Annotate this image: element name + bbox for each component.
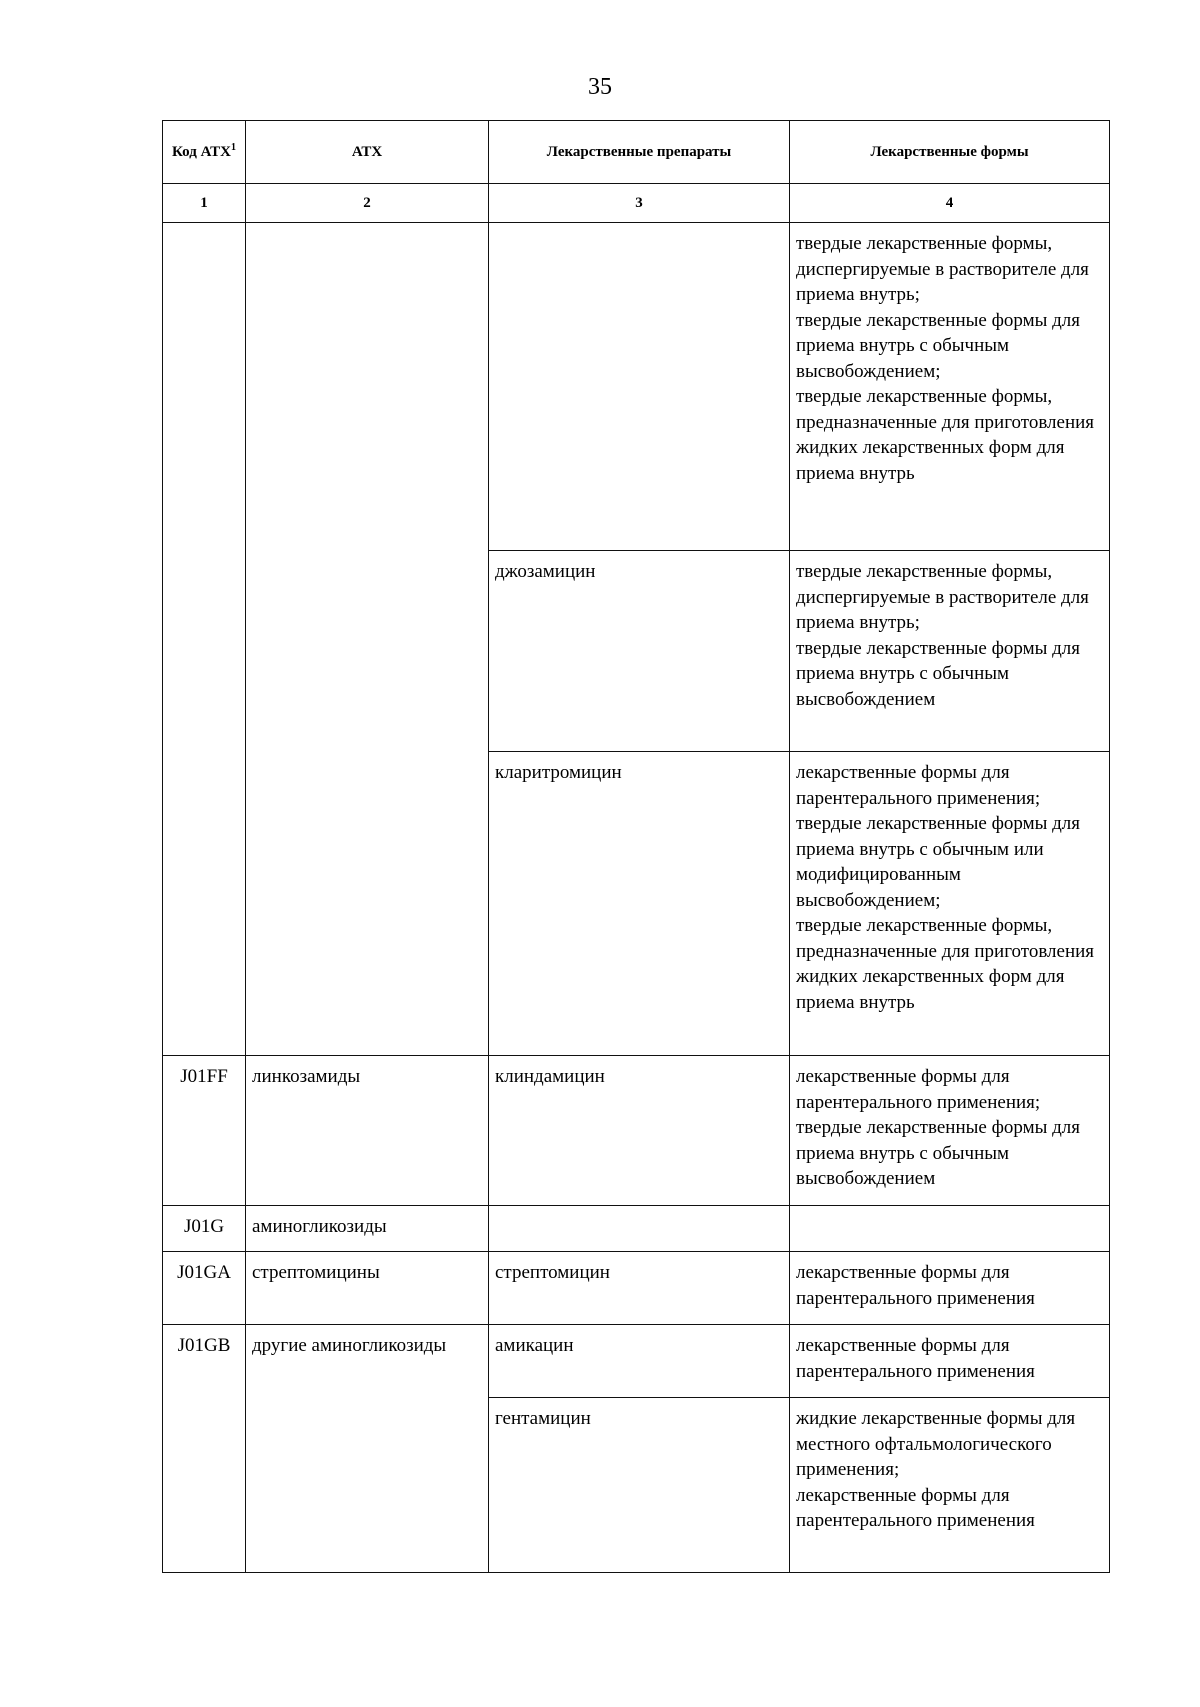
atc-group-cell: линкозамиды [246,1056,489,1206]
footnote-marker: 1 [230,141,236,153]
forms-cell: лекарственные формы для парентерального применения [790,1325,1110,1398]
header-forms: Лекарственные формы [790,121,1110,184]
forms-cell: твердые лекарственные формы, диспергируемые в растворителе для приема внутрь; твердые лекарственные формы для приема внутрь с обычным высвобождением [790,551,1110,752]
drug-cell: джозамицин [489,551,790,752]
column-number: 3 [489,184,790,223]
column-number: 4 [790,184,1110,223]
drug-cell: клиндамицин [489,1056,790,1206]
forms-cell: лекарственные формы для парентерального применения; твердые лекарственные формы для приема внутрь с обычным или модифицированным высвобождением; твердые лекарственные формы, предназначенные для приготовления жидких лекарственных форм для приема внутрь [790,752,1110,1056]
header-atc: АТХ [246,121,489,184]
forms-cell: твердые лекарственные формы, диспергируемые в растворителе для приема внутрь; твердые лекарственные формы для приема внутрь с обычным высвобождением; твердые лекарственные формы, предназначенные для приготовления жидких лекарственных форм для приема внутрь [790,223,1110,551]
drug-cell: гентамицин [489,1398,790,1573]
atc-group-cell: стрептомицины [246,1252,489,1325]
table-row [163,1206,1110,1252]
table-row [163,1325,1110,1398]
atc-group-cell: аминогликозиды [246,1206,489,1252]
table-row [163,1056,1110,1206]
atc-code-cell [163,223,246,1056]
header-code: Код АТХ$^1$ [163,121,246,184]
atc-drug-table [162,120,1110,1573]
drug-cell: амикацин [489,1325,790,1398]
header-drugs: Лекарственные препараты [489,121,790,184]
forms-cell: лекарственные формы для парентерального применения [790,1252,1110,1325]
drug-cell [489,1206,790,1252]
table-row [163,1252,1110,1325]
table-row [163,223,1110,551]
atc-code-cell: J01FF [163,1056,246,1206]
column-number-row [163,184,1110,223]
atc-group-cell: другие аминогликозиды [246,1325,489,1573]
column-number: 2 [246,184,489,223]
column-number: 1 [163,184,246,223]
forms-cell: лекарственные формы для парентерального применения; твердые лекарственные формы для приема внутрь с обычным высвобождением [790,1056,1110,1206]
drug-cell: кларитромицин [489,752,790,1056]
atc-code-cell: J01GB [163,1325,246,1573]
atc-group-cell [246,223,489,1056]
header-row [163,121,1110,184]
forms-cell [790,1206,1110,1252]
drug-cell: стрептомицин [489,1252,790,1325]
atc-code-cell: J01G [163,1206,246,1252]
forms-cell: жидкие лекарственные формы для местного офтальмологического применения; лекарственные формы для парентерального применения [790,1398,1110,1573]
atc-code-cell: J01GA [163,1252,246,1325]
drug-cell [489,223,790,551]
page-number: 35 [588,74,612,100]
